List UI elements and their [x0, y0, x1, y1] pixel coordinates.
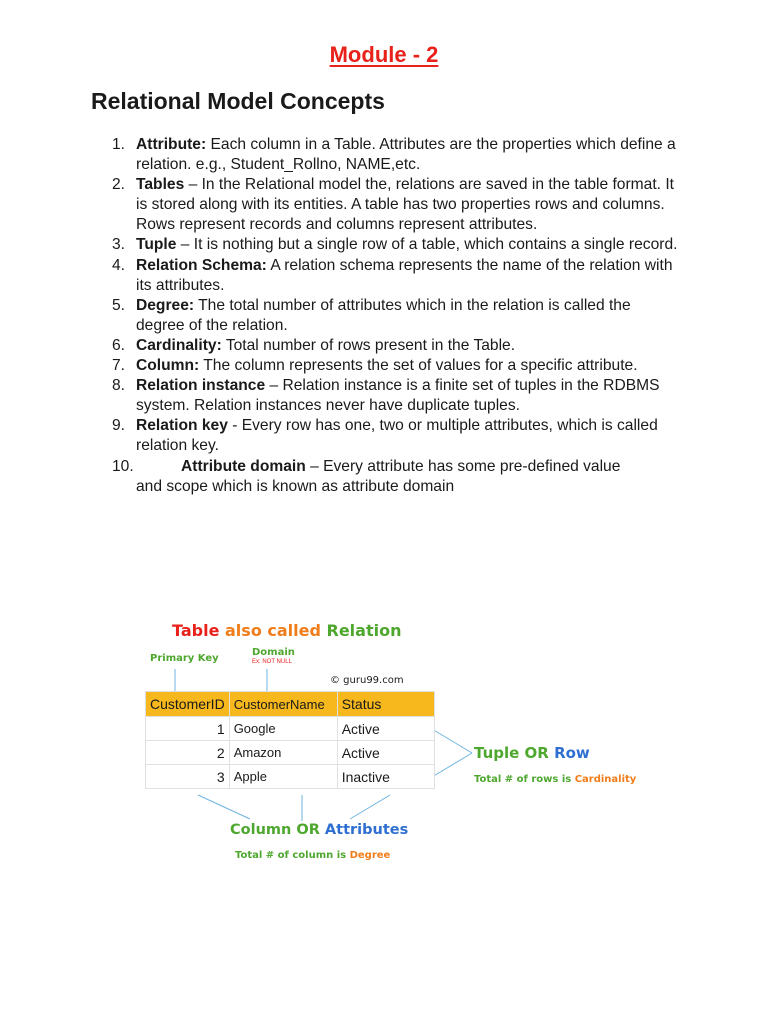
table-row: 3 Apple Inactive	[146, 765, 435, 789]
concept-term: Relation Schema:	[136, 256, 267, 274]
list-item: 2. Tables – In the Relational model the, relations are saved in the table format. It is stored along with its entities. A table has two properties rows and columns. Rows represent records and columns represent attributes.	[112, 176, 674, 234]
domain-label: Domain	[252, 647, 295, 658]
concept-text: The total number of attributes which in the relation is called the degree of the relation.	[136, 296, 631, 334]
concept-text: Each column in a Table. Attributes are the properties which define a relation. e.g., Student_Rollno, NAME,etc.	[136, 136, 676, 174]
column-header: CustomerID	[146, 692, 230, 717]
column-connector-right	[350, 795, 390, 819]
column-header: Status	[337, 692, 434, 717]
list-item: 9. Relation key - Every row has one, two or multiple attributes, which is called relation key.	[112, 417, 658, 455]
copyright-text: © guru99.com	[330, 675, 404, 686]
relation-table	[145, 691, 435, 789]
concept-text: - Every row has one, two or multiple attributes, which is called relation key.	[136, 417, 658, 455]
diagram-title: Table also called Relation	[172, 621, 402, 640]
table-row: 1 Google Active	[146, 717, 435, 741]
concept-term: Attribute domain	[181, 457, 306, 475]
module-title: Module - 2	[329, 42, 439, 67]
column-header: CustomerName	[229, 692, 337, 717]
concept-term: Relation key	[136, 417, 228, 435]
concept-term: Cardinality:	[136, 336, 222, 354]
domain-note: Ex: NOT NULL	[252, 659, 292, 665]
concept-text: – In the Relational model the, relations are saved in the table format. It is stored along with its entities. A table has two properties rows and columns. Rows represent records and columns represent attributes.	[136, 176, 674, 234]
list-item: 4. Relation Schema: A relation schema represents the name of the relation with its attributes.	[112, 256, 673, 294]
list-item: 1. Attribute: Each column in a Table. Attributes are the properties which define a relation. e.g., Student_Rollno, NAME,etc.	[112, 136, 676, 174]
list-item: 7. Column: The column represents the set of values for a specific attribute.	[112, 357, 638, 375]
rows-note: Total # of rows is Cardinality	[474, 774, 637, 785]
tuple-connector-bottom	[432, 753, 472, 777]
list-item: 5. Degree: The total number of attributes which in the relation is called the degree of the relation.	[112, 296, 631, 334]
concept-term: Tables	[136, 176, 185, 194]
column-attributes-label: Column OR Attributes	[230, 822, 409, 838]
concept-text: The column represents the set of values for a specific attribute.	[199, 357, 638, 375]
relation-diagram	[140, 615, 637, 875]
concept-text: A relation schema represents the name of the relation with its attributes.	[136, 256, 673, 294]
concept-term: Column:	[136, 357, 200, 375]
concept-text: – It is nothing but a single row of a table, which contains a single record.	[176, 236, 678, 254]
concept-text: – Every attribute has some pre-defined value	[305, 457, 621, 475]
concept-term: Relation instance	[136, 377, 266, 395]
columns-note: Total # of column is Degree	[235, 850, 391, 861]
concept-term: Degree:	[136, 296, 195, 314]
concept-text: – Relation instance is a finite set of tuples in the RDBMS system. Relation instances never have duplicate tuples.	[136, 377, 660, 415]
list-item: 3. Tuple – It is nothing but a single row of a table, which contains a single record.	[112, 236, 678, 254]
primary-key-label: Primary Key	[150, 653, 219, 664]
concept-list	[112, 135, 682, 497]
table-row: 2 Amazon Active	[146, 741, 435, 765]
list-item: 6. Cardinality: Total number of rows present in the Table.	[112, 336, 516, 354]
concept-text: Total number of rows present in the Table.	[221, 336, 516, 354]
table-header-row	[146, 692, 435, 717]
column-connector-left	[198, 795, 250, 819]
list-item: 10. Attribute domain – Every attribute has some pre-defined value and scope which is known as attribute domain	[112, 457, 682, 497]
page-heading: Relational Model Concepts	[91, 88, 385, 114]
tuple-row-label: Tuple OR Row	[474, 744, 590, 762]
concept-term: Attribute:	[136, 136, 207, 153]
tuple-connector-top	[432, 729, 472, 753]
list-item: 8. Relation instance – Relation instance is a finite set of tuples in the RDBMS system. Relation instances never have duplicate tuples.	[112, 377, 660, 415]
concept-text-continued: and scope which is known as attribute domain	[136, 477, 455, 495]
concept-term: Tuple	[136, 236, 177, 254]
